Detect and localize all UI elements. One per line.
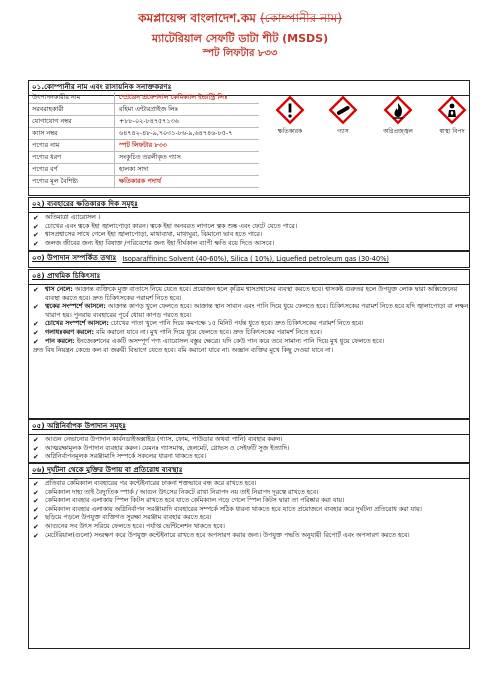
section-heading [29,252,469,266]
row-key: যোগাযোগ নম্বর [29,116,115,127]
item-text: বমি করানো যাবে না। মুখ পানি দিয়ে ধুয়ে ফেলতে হবে। দ্রুত চিকিৎসকের পরামর্শ নিতে হবে। [96,328,322,336]
identification-row [29,116,259,128]
item-text: আক্রান্ত ব্যক্তিকে মুক্ত বাতাসে নিয়ে যেতে হবে। প্রয়োজন হলে কৃত্রিম শ্বাসপ্রশ্বাসের ব্যবস্থা করতে হবে। শ্বাসকষ্ট গুরুতর হলে উপযুক্ত লোক দ্বারা অক্সিজেনের ব্যবস্থা করতে হবে। দ্রুত চিকিৎসকের পরামর্শ নিতে হবে। [45,286,458,302]
row-key: উৎপাদনকারীর নাম [29,92,115,103]
item-lead: চোখের সংস্পর্শে আসলে: [45,320,109,328]
exclamation-icon [275,95,305,125]
list-item [45,286,469,303]
row-value: সংকুচিত তরলীকৃত গ্যাস [119,153,181,161]
section-fire-fighting [28,419,470,463]
list-item: ✔ জলজ জীবের জন্য ইহা বিষাক্ত /পরিবেশের জন্য ইহা দীর্ঘকাল ব্যাপী ক্ষতি বয়ে দিতে আসবে। [45,240,469,249]
flame-icon [383,95,413,125]
identification-row [29,128,259,140]
item-text: চোখের পাতা খুলে পানি দিয়ে কমপক্ষে ১৫ মিনিট পর্যন্ত ধুতে হবে। দ্রুত চিকিৎসকের পরামর্শ নিতে হবে। [110,320,364,328]
item-lead: গলাধঃকরণ করলে: [45,328,95,336]
list-item [45,338,469,347]
list-item [45,320,469,329]
section-accident-prevention [28,463,470,649]
company-name-placeholder: (কোম্পানীর নাম) [260,11,342,25]
composition-value: Isoparaffininc Solvent (40-60%), Silica ( 10%), Liquefied petroleum gas (30-40%) [122,255,389,263]
section-heading: ০৫) অগ্নিনির্বাপক উপাদান সমূহঃ [29,420,469,435]
list-item: ✔ কেমিক্যাল ব্যবহার এলাকায় অগ্নিনির্বাপন সরঞ্জামাদি ব্যবহারের সম্পর্কে সঠিক ধারনা থাকতে হবে যাতে প্রয়োজনে ব্যবহার করে দুর্ঘটনা প্রতিরোধ করা যায়। [45,506,469,515]
section-heading: ০৬) দুর্ঘটনা থেকে মুক্তির উপায় বা প্রতিরোধ ব্যবস্থাঃ [29,464,469,479]
pictogram-label: ক্ষতিকারক [277,128,303,135]
item-lead: শ্বাস নেলে: [45,286,73,293]
list-item: ✔ আগুনের সব উৎস সরিয়ে ফেলতে হবে। পর্যাপ্ত ভেন্টিলেশন থাকতে হবে। [45,523,469,532]
section-composition [28,251,470,268]
row-key: পণ্যের মূল বৈশিষ্ট্য [29,176,115,187]
section-first-aid [28,269,470,419]
list-item: ✔ আত্মরক্ষামূলক উপাদান ব্যবহার করুন। যেমনঃ গ্যাসমাস্ক, হেলমেট, গ্লোভস ও সেইফটি সুজ ইত্যাদি। [45,445,469,454]
row-key: পণ্যের বর্ণ [29,164,115,175]
row-value: রহিমা এন্টারপ্রাইজ লিঃ [119,105,179,113]
pictogram-label: স্বাস্থ্য বিপদ [439,128,465,135]
row-key: পণ্যের নাম [29,140,115,151]
list-item: ✔ শ্বাসপ্রশ্বাসের সাথে গেলে ইহা জ্বালাপোড়া, মাথাব্যথা, মাথাঘুরা, ঝিমানো ভাব হতে পারে। [45,231,469,240]
item-lead: ত্বকের সংস্পর্শে আসলে: [45,303,106,311]
identification-row [29,92,259,104]
pictogram-gas [318,95,368,137]
list-item: ✔ প্রতিবার কেমিক্যাল ব্যবহারের পর কন্টেইনারের ঢাকনা শক্তভাবে বন্ধ করে রাখতে হবে। [45,480,469,489]
section-heading: ০১.কোম্পানীর নাম এবং রাসায়নিক সনাক্তকরণঃ [29,81,469,96]
row-key: সরবরাহকারী [29,104,115,115]
list-item: ✔ অগ্নিনির্বাপনমূলক সরঞ্জামাদি সম্পর্কে সকলের ধারনা থাকতে হবে। [45,453,469,462]
pictogram-label: গ্যাস [337,128,349,135]
item-text: ইনজেকশনের একটি অসম্পূর্ণ পণ্য এ্যারোসল বস্তুর ক্ষেত্রে। যদি কেউ পান করে তবে সামান্য পানি দিয়ে মুখ ধুয়ে ফেলতে হবে। [76,337,385,345]
item-text: আক্রান্ত কাপড় খুলে ফেলতে হবে। আক্রান্ত স্থান সাবান এবং পানি দিয়ে ধুয়ে ফেলতে হবে। চিকিৎসকের পরামর্শ নিতে হবে যদি জ্বালাপোড়া বা লক্ষন খারাপ হয়। পুনরায় ব্যবহারের পূর্বে ধোয়া কাপড় পরতে হবে। [45,303,469,319]
identification-row [29,176,259,188]
list-item: ✔ চোখের এবং ত্বকে ইহা জ্বালাপোড়া কারন। ত্বকে ইহা অনবরত লাগলে ত্বক শুষ্ক এবং ফেটে যেতে পারে। [45,223,469,232]
health-hazard-icon [437,95,467,125]
section-heading: ০২) ব্যবহারের ক্ষতিকারক দিক সমূহঃ [29,198,469,213]
identification-table [29,92,259,188]
list-item: ✔ মেটেরিয়াল(গুলো) সংরক্ষণ করে উপযুক্ত কন্টেইনারে রাখতে হবে অপসারণ করার জন্য। উপযুক্ত পদ্ধতি অনুযায়ী রিপোর্ট এবং অপসারণ করতে হবে। [45,532,469,541]
site-title [0,10,480,30]
section-hazards [28,197,470,251]
row-value: ক্ষতিকারক পদার্থ [119,177,162,185]
first-aid-note: দ্রুত বিষ নিয়ন্ত্রন কেন্দ্রে কল বা জরুরী বিভাগে যেতে হবে। বমি করানো যাবে না। অজ্ঞান ব্যক্তির মুখে কিছু দেওয়া যাবে না। [33,347,333,355]
section-heading: ০৪) প্রাথমিক চিকিৎসাঃ [29,270,469,285]
pictogram-flammable [373,95,423,137]
row-key: পণ্যের ধরণ [29,152,115,163]
gas-cylinder-icon [328,95,358,125]
list-item: ✔ কেমিক্যাল দাহ্য তাই বৈদ্যুতিক স্পার্ক / আগুন উৎসের নিকটে রাখা নিরাপদ নয় তাই নিরাপদ দূরত্বে রাখতে হবে। [45,489,469,498]
row-value: হালকা সাদা [119,165,149,173]
identification-row [29,140,259,152]
pictogram-harmful [265,95,315,137]
list-item: ✔ ছড়িয়ে পড়লে উপযুক্ত ব্যক্তিগত সুরক্ষা সরঞ্জাম ব্যবহার করতে হবে। [45,514,469,523]
list-item [45,329,469,338]
item-lead: পান করলে: [45,337,75,345]
composition-heading: ০৩) উপাদান সম্পর্কিত তথ্যঃ [32,253,117,262]
row-value: স্প্রেডেন প্রফেশনাল কেমিক্যাল ইন্ডাস্ট্রি লিঃ [119,93,228,101]
identification-row [29,152,259,164]
pictogram-health-hazard [427,95,477,137]
document-title: ম্যাটেরিয়াল সেফটি ডাটা শীট (MSDS) [151,32,329,45]
row-key: ক্যাস নম্বর [29,128,115,139]
site-name: কমপ্লায়েন্স বাংলাদেশ.কম [138,11,256,25]
list-item: ✔ আগুন নেভানোর উপাদান কার্বনডাইঅক্সাইড (গ্যাস, ফোম, পাউডার অথবা পানি) ব্যবহার করুন। [45,436,469,445]
row-value: ৬৪৭৪২-৪৮-৯,৭০৩১-৮৬-৯,৬৪৭৪৬-৮৫-৭ [119,129,233,137]
identification-row [29,164,259,176]
section-company-identification [28,80,470,196]
row-value: স্পট লিফটার ৮৩৩ [119,141,167,149]
pictogram-label: অগ্নিপ্রজ্জ্বল [383,128,413,135]
identification-row [29,104,259,116]
list-item: ✔ অতিমাত্রা এ্যারোসল । [45,214,469,223]
list-item [45,303,469,320]
list-item: ✔ কেমিক্যাল ব্যবহার এলাকায় স্পিল কিটস রাখতে হবে যাতে কেমিক্যাল পড়ে গেলে স্পিল কিটস দ্বারা তা পরিষ্কার করা যায়। [45,497,469,506]
row-value: +৮৮-০২-৮৪৭৫৭১৩৬ [119,117,179,125]
product-subtitle: স্পট লিফটার ৮৩৩ [202,48,278,59]
